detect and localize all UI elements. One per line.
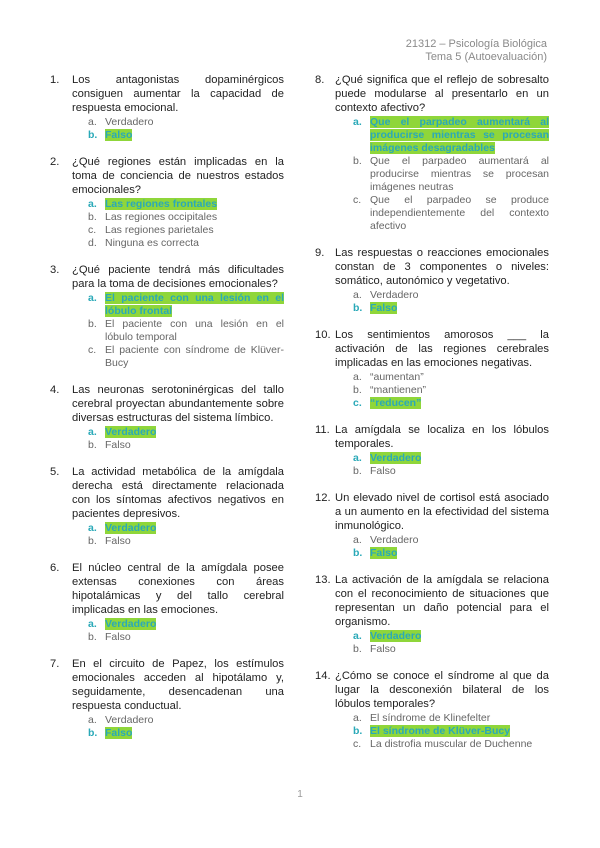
question-text: Un elevado nivel de cortisol está asociado a un aumento en la efectividad del sistema inmunológico. [335,492,549,532]
question-number: 7. [50,658,60,670]
answer-option-correct [315,302,549,315]
answer-option-correct [50,426,284,439]
answer-option-correct [50,292,284,318]
option-letter: a. [353,289,362,301]
option-letter: b. [353,547,363,559]
answer-option [50,631,284,644]
question-number: 14. [315,670,331,682]
question-item [50,155,284,250]
option-text: El síndrome de Klüver-Bucy [370,725,511,737]
question-text: Los sentimientos amorosos ___ la activación de las regiones cerebrales implicadas en las emociones negativas. [335,329,549,369]
answer-options [315,371,549,410]
question-item [50,73,284,142]
option-letter: a. [353,534,362,546]
question-number: 6. [50,562,60,574]
answer-options [50,292,284,370]
option-letter: a. [88,426,97,438]
option-text: Las regiones occipitales [105,211,218,223]
option-text: Falso [370,643,396,655]
question-number: 11. [315,424,330,436]
answer-option [50,318,284,344]
question-text: La activación de la amígdala se relaciona con el reconocimiento de situaciones que representan un daño potencial para el organismo. [335,574,549,628]
answer-option-correct [315,547,549,560]
answer-option-correct [50,618,284,631]
left-column [50,73,284,753]
question-number: 12. [315,492,331,504]
question-text: El núcleo central de la amígdala posee extensas conexiones con áreas hipotalámicas y del tallo cerebral implicadas en las emociones. [72,562,284,616]
question-text: ¿Qué regiones están implicadas en la toma de conciencia de nuestros estados emocionales? [72,156,284,196]
answer-option [50,714,284,727]
option-text: Verdadero [370,452,422,464]
option-text: El paciente con una lesión en el lóbulo temporal [105,318,284,343]
answer-option [315,155,549,194]
option-text: Verdadero [105,116,154,128]
option-letter: c. [353,738,362,750]
option-text: Falso [105,631,131,643]
option-text: Las regiones parietales [105,224,214,236]
question-text: Las respuestas o reacciones emocionales constan de 3 componentes o niveles: somático, autonómico y vegetativo. [335,247,549,287]
option-text: Falso [370,547,398,559]
answer-options [50,198,284,250]
answer-option [50,116,284,129]
answer-options [315,712,549,751]
option-text: Verdadero [105,618,157,630]
option-text: “aumentan” [370,371,424,383]
option-letter: b. [353,465,362,477]
question-text: La amígdala se localiza en los lóbulos temporales. [335,424,549,450]
answer-option-correct [50,129,284,142]
answer-option [50,237,284,250]
question-item [315,73,549,233]
option-text: Falso [370,302,398,314]
question-item [315,423,549,478]
answer-option [50,211,284,224]
option-letter: b. [88,211,97,223]
option-text: Verdadero [105,522,157,534]
option-text: El síndrome de Klinefelter [370,712,491,724]
answer-option [315,738,549,751]
answer-option [315,289,549,302]
option-text: “mantienen” [370,384,427,396]
option-text: Verdadero [370,630,422,642]
option-letter: a. [353,116,362,128]
option-text: Las regiones frontales [105,198,218,210]
option-letter: b. [353,155,362,167]
answer-options [50,618,284,644]
option-letter: b. [88,631,97,643]
option-text: La distrofia muscular de Duchenne [370,738,533,750]
answer-option-correct [315,630,549,643]
option-letter: c. [88,224,97,236]
question-item [50,465,284,548]
option-letter: a. [353,452,362,464]
option-letter: a. [88,714,97,726]
option-letter: b. [88,439,97,451]
question-text: ¿Qué significa que el reflejo de sobresalto puede modularse al presentarlo en un contexto afectivo? [335,74,549,114]
option-letter: a. [353,712,362,724]
question-number: 9. [315,247,325,259]
answer-option-correct [315,452,549,465]
question-item [315,246,549,315]
answer-option-correct [315,725,549,738]
answer-option [315,371,549,384]
question-text: La actividad metabólica de la amígdala derecha está directamente relacionada con los síntomas afectivos negativos en pacientes depresivos. [72,466,284,520]
answer-option [315,643,549,656]
answer-options [315,534,549,560]
answer-option [315,712,549,725]
answer-option [50,224,284,237]
question-text: Las neuronas serotoninérgicas del tallo cerebral proyectan abundantemente sobre diversas estructuras del sistema límbico. [72,384,284,424]
question-number: 10. [315,329,331,341]
question-item [315,491,549,560]
option-letter: c. [88,344,97,356]
option-text: Falso [105,439,131,451]
option-text: Falso [105,535,131,547]
answer-options [315,452,549,478]
option-letter: a. [88,116,97,128]
question-number: 1. [50,74,60,86]
question-item [50,561,284,644]
option-text: Falso [105,727,133,739]
option-text: Verdadero [370,534,419,546]
option-letter: c. [353,194,362,206]
option-text: El paciente con síndrome de Klüver-Bucy [105,344,284,369]
option-text: Falso [370,465,396,477]
question-item [315,669,549,751]
topic-title: Tema 5 (Autoevaluación) [425,51,547,63]
answer-option-correct [50,198,284,211]
option-letter: b. [353,384,362,396]
answer-options [315,116,549,233]
option-text: Ninguna es correcta [105,237,199,249]
question-number: 2. [50,156,60,168]
answer-options [50,116,284,142]
question-item [315,573,549,656]
question-number: 3. [50,264,60,276]
answer-option-correct [50,522,284,535]
answer-options [50,714,284,740]
answer-option [315,465,549,478]
option-letter: b. [353,643,362,655]
option-text: Que el parpadeo aumentará al producirse mientras se procesan imágenes neutras [370,155,549,193]
course-title: 21312 – Psicología Biológica [405,38,547,50]
answer-options [315,289,549,315]
option-letter: b. [88,129,98,141]
answer-options [315,630,549,656]
option-letter: a. [353,630,362,642]
answer-options [50,426,284,452]
option-text: “reducen” [370,397,422,409]
question-number: 13. [315,574,331,586]
option-letter: d. [88,237,97,249]
answer-option [50,439,284,452]
answer-option [315,384,549,397]
option-letter: a. [88,198,97,210]
question-item [50,657,284,740]
option-text: Que el parpadeo se produce independientemente del contexto afectivo [370,194,549,232]
option-text: Verdadero [370,289,419,301]
option-text: Falso [105,129,133,141]
answer-options [50,522,284,548]
option-text: Verdadero [105,714,154,726]
question-text: En el circuito de Papez, los estímulos emocionales acceden al hipotálamo y, seguidamente, desencadenan una respuesta conductual. [72,658,284,712]
answer-option [50,535,284,548]
option-letter: b. [88,535,97,547]
answer-option-correct [315,116,549,155]
answer-option-correct [315,397,549,410]
option-text: El paciente con una lesión en el lóbulo frontal [105,292,284,317]
option-text: Verdadero [105,426,157,438]
option-letter: a. [353,371,362,383]
option-letter: a. [88,618,97,630]
question-number: 8. [315,74,325,86]
option-letter: c. [353,397,362,409]
option-letter: b. [353,725,363,737]
answer-option-correct [50,727,284,740]
option-letter: a. [88,292,97,304]
answer-option [315,194,549,233]
answer-option [50,344,284,370]
question-number: 4. [50,384,60,396]
question-item [315,328,549,410]
question-text: ¿Cómo se conoce el síndrome al que da lugar la desconexión bilateral de los lóbulos temporales? [335,670,549,710]
page-number: 1 [297,789,303,800]
question-text: ¿Qué paciente tendrá más dificultades para la toma de decisiones emocionales? [72,264,284,290]
question-number: 5. [50,466,60,478]
right-column [315,73,549,764]
option-letter: a. [88,522,97,534]
question-text: Los antagonistas dopaminérgicos consiguen aumentar la capacidad de respuesta emocional. [72,74,284,114]
option-letter: b. [88,318,97,330]
document-header [406,38,547,64]
answer-option [315,534,549,547]
option-text: Que el parpadeo aumentará al producirse mientras se procesan imágenes desagradables [370,116,549,154]
question-item [50,263,284,370]
option-letter: b. [353,302,363,314]
question-item [50,383,284,452]
option-letter: b. [88,727,98,739]
